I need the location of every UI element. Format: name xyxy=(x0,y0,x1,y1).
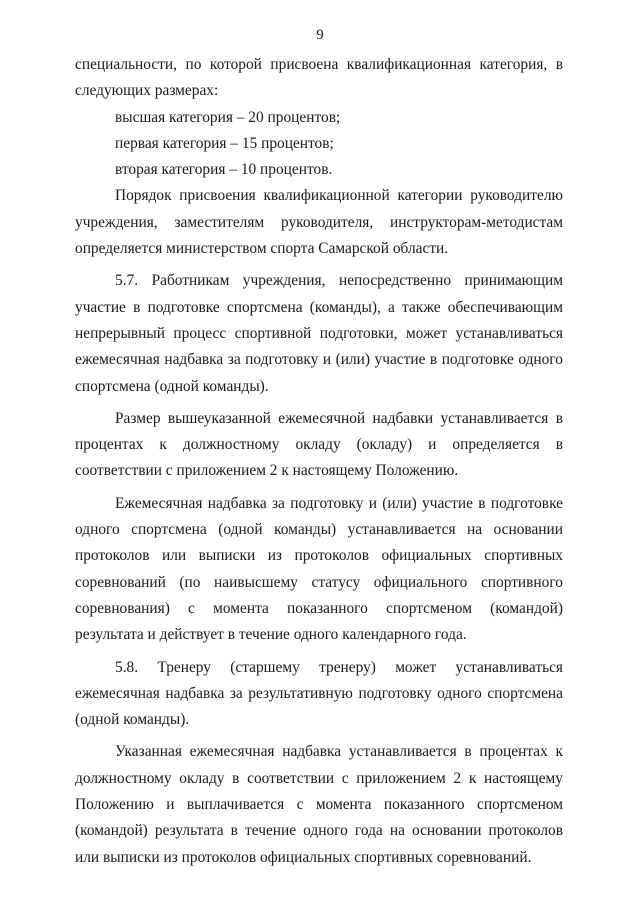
paragraph-allowance-size: Размер вышеуказанной ежемесячной надбавки устанавливается в процентах к должностному окладу (окладу) и определяется в соответствии с приложением 2 к настоящему Положению. xyxy=(75,409,563,480)
page-number: 9 xyxy=(316,27,324,43)
paragraph-allowance-basis: Ежемесячная надбавка за подготовку и (или) участие в подготовке одного спортсмена (одной команды) устанавливается на основании протоколов или выписки из протоколов официальных спортивных соревнований (по наивысшему статусу официального спортивного соревнования) с момента показанного спортсменом (командой) результата и действует в течение одного календарного года. xyxy=(75,494,563,644)
paragraph-5-8: 5.8. Тренеру (старшему тренеру) может устанавливаться ежемесячная надбавка за результативную подготовку одного спортсмена (одной команды). xyxy=(75,658,563,729)
list-item-second-category: вторая категория – 10 процентов. xyxy=(115,161,333,179)
paragraph-coach-allowance: Указанная ежемесячная надбавка устанавливается в процентах к должностному окладу в соответствии с приложением 2 к настоящему Положению и выплачивается с момента показанного спортсменом (командой) результата в течение одного года на основании протоколов или выписки из протоколов официальных спортивных соревнований. xyxy=(75,743,563,866)
list-item-highest-category: высшая категория – 20 процентов; xyxy=(115,108,341,126)
paragraph-continuation: специальности, по которой присвоена квалификационная категория, в следующих размерах: xyxy=(75,56,563,100)
paragraph-category-procedure: Порядок присвоения квалификационной категории руководителю учреждения, заместителям руководителя, инструкторам-методистам определяется министерством спорта Самарской области. xyxy=(75,187,563,258)
document-body xyxy=(75,52,563,871)
paragraph-5-7: 5.7. Работникам учреждения, непосредственно принимающим участие в подготовке спортсмена (команды), а также обеспечивающим непрерывный процесс спортивной подготовки, может устанавливаться ежемесячная надбавка за подготовку и (или) участие в подготовке одного спортсмена (одной команды). xyxy=(75,272,563,395)
list-item-first-category: первая категория – 15 процентов; xyxy=(115,134,334,152)
